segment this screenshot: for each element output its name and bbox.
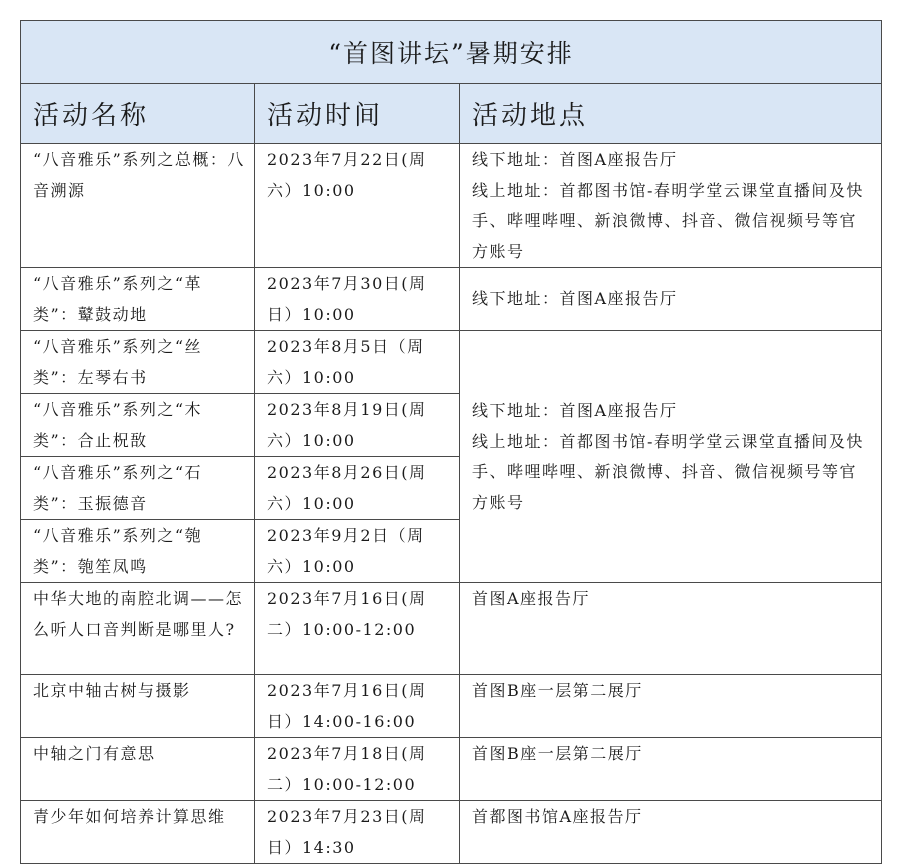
activity-name: “八音雅乐”系列之“木类”：合止柷敔 [21, 394, 255, 457]
activity-location: 首图A座报告厅 [460, 583, 882, 675]
table-row [21, 675, 882, 738]
activity-location: 首图B座一层第二展厅 [460, 675, 882, 738]
activity-name: 中轴之门有意思 [21, 738, 255, 801]
activity-time: 2023年9月2日（周六）10:00 [255, 520, 460, 583]
activity-name: “八音雅乐”系列之“革类”：鼙鼓动地 [21, 268, 255, 331]
activity-time: 2023年7月22日(周六）10:00 [255, 144, 460, 268]
activity-location [460, 331, 882, 583]
activity-location: 线下地址：首图A座报告厅 [460, 268, 882, 331]
table-row [21, 801, 882, 864]
activity-name: 北京中轴古树与摄影 [21, 675, 255, 738]
title-row [21, 21, 882, 84]
offline-address: 线下地址：首图A座报告厅 [472, 150, 678, 169]
activity-time: 2023年7月16日(周二）10:00-12:00 [255, 583, 460, 675]
header-row [21, 84, 882, 144]
activity-location [460, 144, 882, 268]
activity-name: “八音雅乐”系列之总概：八音溯源 [21, 144, 255, 268]
header-activity-location: 活动地点 [460, 84, 882, 144]
table-title: “首图讲坛”暑期安排 [21, 21, 882, 84]
header-activity-time: 活动时间 [255, 84, 460, 144]
online-address: 线上地址：首都图书馆-春明学堂云课堂直播间及快手、哔哩哔哩、新浪微博、抖音、微信视频号等官方账号 [472, 431, 864, 512]
activity-name: “八音雅乐”系列之“匏类”：匏笙凤鸣 [21, 520, 255, 583]
activity-time: 2023年8月19日(周六）10:00 [255, 394, 460, 457]
table-row [21, 583, 882, 675]
activity-name: “八音雅乐”系列之“丝类”：左琴右书 [21, 331, 255, 394]
activity-time: 2023年7月16日(周日）14:00-16:00 [255, 675, 460, 738]
activity-location: 首都图书馆A座报告厅 [460, 801, 882, 864]
activity-time: 2023年7月23日(周日）14:30 [255, 801, 460, 864]
activity-time: 2023年8月5日（周六）10:00 [255, 331, 460, 394]
activity-name: “八音雅乐”系列之“石类”：玉振德音 [21, 457, 255, 520]
activity-time: 2023年7月30日(周日）10:00 [255, 268, 460, 331]
activity-time: 2023年8月26日(周六）10:00 [255, 457, 460, 520]
table-row [21, 268, 882, 331]
schedule-table [20, 20, 882, 864]
online-address: 线上地址：首都图书馆-春明学堂云课堂直播间及快手、哔哩哔哩、新浪微博、抖音、微信视频号等官方账号 [472, 180, 864, 261]
activity-name: 青少年如何培养计算思维 [21, 801, 255, 864]
activity-time: 2023年7月18日(周二）10:00-12:00 [255, 738, 460, 801]
table-row [21, 144, 882, 268]
offline-address: 线下地址：首图A座报告厅 [472, 401, 678, 420]
table-row [21, 738, 882, 801]
activity-name: 中华大地的南腔北调——怎么听人口音判断是哪里人? [21, 583, 255, 675]
table-row [21, 331, 882, 394]
activity-location: 首图B座一层第二展厅 [460, 738, 882, 801]
header-activity-name: 活动名称 [21, 84, 255, 144]
